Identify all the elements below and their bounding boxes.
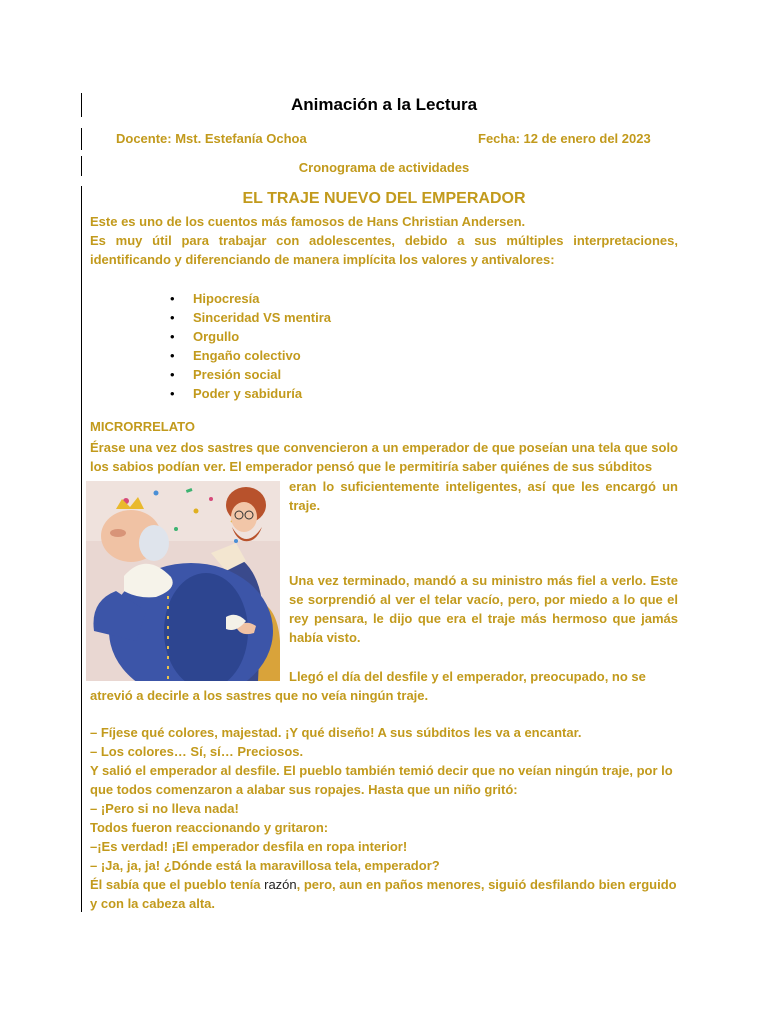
micro-paragraph-3-continued: atrevió a decirle a los sastres que no veía ningún traje. bbox=[90, 688, 429, 703]
list-item: • Poder y sabiduría bbox=[170, 384, 331, 403]
dialogue-line: – Los colores… Sí, sí… Preciosos. bbox=[90, 744, 304, 759]
intro-text bbox=[90, 212, 678, 269]
emperor-illustration bbox=[86, 481, 280, 681]
margin-line bbox=[81, 186, 82, 912]
list-item: • Presión social bbox=[170, 365, 331, 384]
dialogue-block bbox=[90, 723, 678, 913]
narration-line: Todos fueron reaccionando y gritaron: bbox=[90, 820, 329, 835]
closing-text-b: razón bbox=[264, 877, 297, 892]
date-label: Fecha: 12 de enero del 2023 bbox=[478, 131, 651, 146]
list-item: • Sinceridad VS mentira bbox=[170, 308, 331, 327]
list-item: • Hipocresía bbox=[170, 289, 331, 308]
values-list bbox=[170, 289, 331, 403]
narration-line: Y salió el emperador al desfile. El pueblo también temió decir que no veían ningún traje, por lo que todos comenzaron a alabar sus ropajes. Hasta que un niño gritó: bbox=[90, 763, 673, 797]
page-title: Animación a la Lectura bbox=[290, 95, 478, 114]
intro-line-2: Es muy útil para trabajar con adolescentes, debido a sus múltiples interpretaciones, identificando y diferenciando de manera implícita los valores y antivalores: bbox=[90, 233, 678, 267]
emperor-illustration-svg bbox=[86, 481, 280, 681]
closing-text-a: Él sabía que el pueblo tenía bbox=[90, 877, 265, 892]
schedule-label: Cronograma de actividades bbox=[298, 160, 470, 175]
closing-text-c: , pero, aun en paños menores, siguió desfilando bien erguido y con la cabeza alta. bbox=[90, 877, 677, 911]
dialogue-line: – ¡Ja, ja, ja! ¿Dónde está la maravillosa tela, emperador? bbox=[90, 858, 440, 873]
margin-line bbox=[81, 128, 82, 150]
intro-line-1: Este es uno de los cuentos más famosos de Hans Christian Andersen. bbox=[90, 214, 526, 229]
list-item: • Engaño colectivo bbox=[170, 346, 331, 365]
dialogue-line: –¡Es verdad! ¡El emperador desfila en ropa interior! bbox=[90, 839, 408, 854]
micro-paragraph-3: Llegó el día del desfile y el emperador, preocupado, no se bbox=[289, 669, 646, 684]
list-item: • Orgullo bbox=[170, 327, 331, 346]
dialogue-line: – Fíjese qué colores, majestad. ¡Y qué diseño! A sus súbditos les va a encantar. bbox=[90, 725, 582, 740]
micro-paragraph-1-continued: eran lo suficientemente inteligentes, así que les encargó un traje. bbox=[289, 479, 678, 513]
teacher-label: Docente: Mst. Estefanía Ochoa bbox=[116, 131, 307, 146]
story-title: EL TRAJE NUEVO DEL EMPERADOR bbox=[242, 190, 526, 207]
micro-paragraph-1: Érase una vez dos sastres que convencieron a un emperador de que poseían una tela que solo los sabios podían ver. El emperador pensó que le permitiría saber quiénes de sus súbditos bbox=[90, 440, 678, 474]
dialogue-line: – ¡Pero si no lleva nada! bbox=[90, 801, 239, 816]
micro-paragraph-2: Una vez terminado, mandó a su ministro más fiel a verlo. Este se sorprendió al ver el telar vacío, pero, por miedo a lo que el rey pensara, le dijo que era el traje más hermoso que jamás había visto. bbox=[289, 573, 678, 645]
microrrelato-heading: MICRORRELATO bbox=[90, 419, 195, 434]
closing-line bbox=[90, 875, 678, 913]
